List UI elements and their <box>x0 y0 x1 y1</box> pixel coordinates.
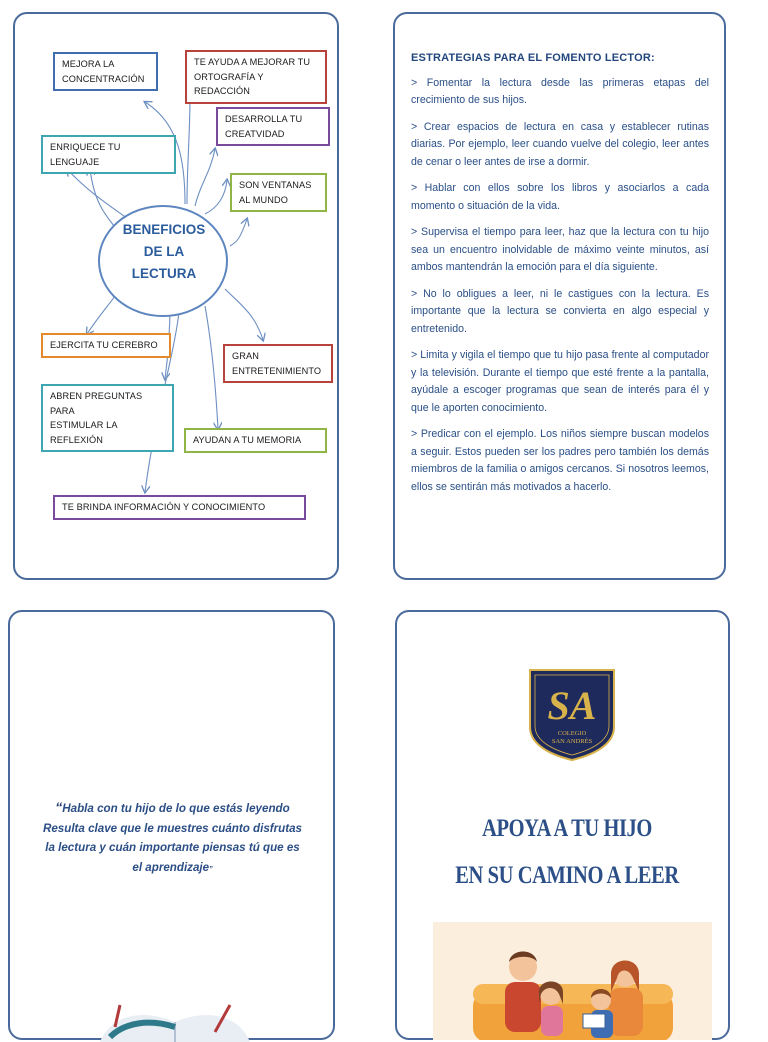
quote-panel <box>8 610 335 1040</box>
box-preguntas: ABREN PREGUNTAS PARA ESTIMULAR LA REFLEXIÓN <box>41 384 174 452</box>
open-book-icon <box>80 997 270 1042</box>
box-cerebro: EJERCITA TU CEREBRO <box>41 333 171 358</box>
family-reading-illustration <box>433 922 712 1040</box>
box-memoria: AYUDAN A TU MEMORIA <box>184 428 327 453</box>
box-creatividad: DESARROLLA TU CREATVIDAD <box>216 107 330 146</box>
strategy-item: > Limita y vigila el tiempo que tu hijo pasa frente al computador y la televisión. Durante el tiempo que esté frente a la pantalla, ayúdale a escoger programas que sean de interés para él y que le aporten conocimiento. <box>411 349 709 414</box>
quote-text: “Habla con tu hijo de lo que estás leyendo Resulta clave que le muestres cuánto disfrutas la lectura y cuán importante piensas tú que es el aprendizaje” <box>42 799 303 874</box>
svg-text:COLEGIO: COLEGIO <box>557 730 587 737</box>
box-concentracion: MEJORA LA CONCENTRACIÓN <box>53 52 158 91</box>
strategies-title: ESTRATEGIAS PARA EL FOMENTO LECTOR: <box>411 52 655 64</box>
svg-text:SA: SA <box>547 683 597 728</box>
box-ventanas: SON VENTANAS AL MUNDO <box>230 173 327 212</box>
box-entretenimiento: GRAN ENTRETENIMIENTO <box>223 344 333 383</box>
strategy-item: > Predicar con el ejemplo. Los niños siempre buscan modelos a seguir. Estos pueden ser los padres pero también los demás miembros de la familia o amigos cercanos. Si nosotros leemos, ellos se sentirán más motivados a hacerlo. <box>411 428 709 493</box>
box-ortografia: TE AYUDA A MEJORAR TU ORTOGRAFÍA Y REDACCIÓN <box>185 50 327 104</box>
mindmap-center: BENEFICIOS DE LA LECTURA <box>122 222 206 281</box>
school-crest-logo <box>527 667 617 762</box>
cover-title-line1: APOYA A TU HIJO <box>482 815 652 842</box>
strategy-item: > Supervisa el tiempo para leer, haz que la lectura con tu hijo sea un encuentro inolvidable de máximo veinte minutos, así ambos mantendrán la emoción para el día siguiente. <box>411 226 709 273</box>
svg-text:SAN ANDRÉS: SAN ANDRÉS <box>551 738 593 745</box>
box-lenguaje: ENRIQUECE TU LENGUAJE <box>41 135 176 174</box>
cover-panel <box>395 610 730 1040</box>
cover-title-line2: EN SU CAMINO A LEER <box>455 862 679 889</box>
box-informacion: TE BRINDA INFORMACIÓN Y CONOCIMIENTO <box>53 495 306 520</box>
strategy-item: > No lo obligues a leer, ni le castigues con la lectura. Es importante que la lectura se convierta en algo especial y entretenido. <box>411 287 709 335</box>
benefits-panel <box>13 12 339 580</box>
strategy-item: > Hablar con ellos sobre los libros y asociarlos a cada momento o situación de la vida. <box>411 182 709 212</box>
strategies-panel <box>393 12 726 580</box>
strategy-item: > Fomentar la lectura desde las primeras etapas del crecimiento de sus hijos. <box>411 76 709 106</box>
strategy-item: > Crear espacios de lectura en casa y establecer rutinas diarias. Por ejemplo, leer cuando vuelve del colegio, leer antes de cenar o leer antes de irse a dormir. <box>411 120 709 168</box>
